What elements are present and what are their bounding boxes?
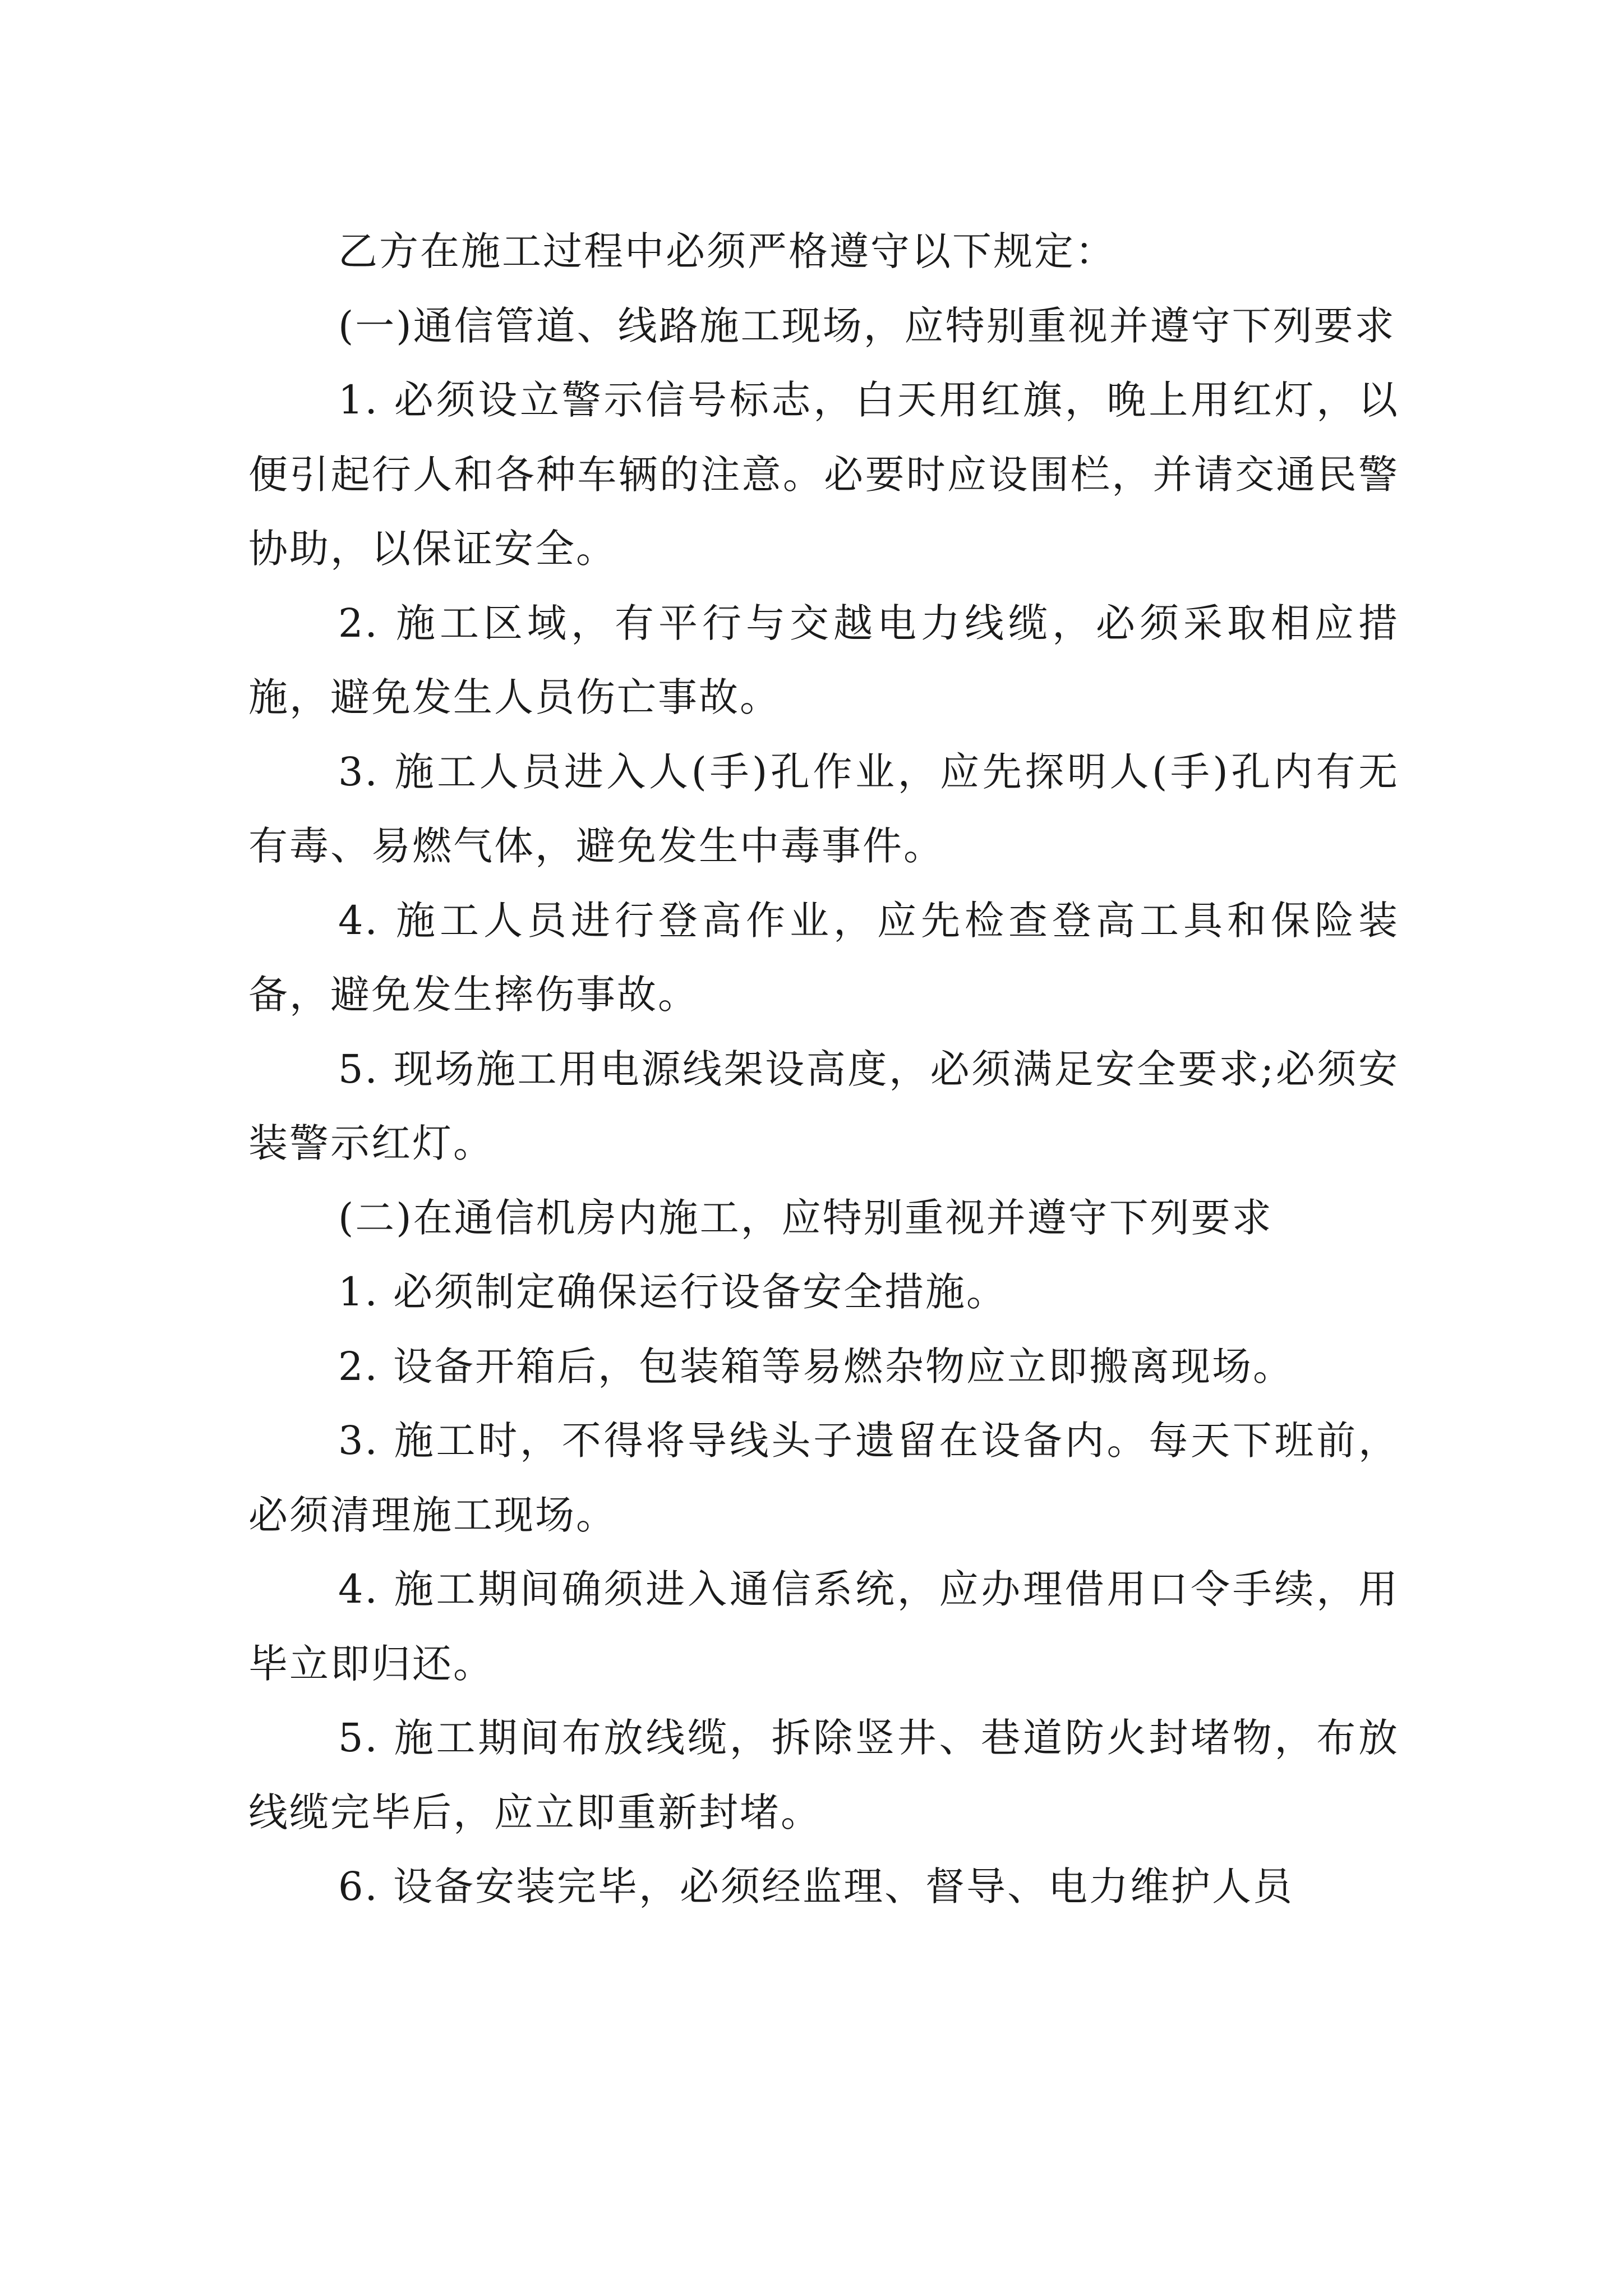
list-item: 5. 现场施工用电源线架设高度，必须满足安全要求;必须安装警示红灯。 bbox=[248, 1046, 1399, 1166]
list-item: 3. 施工时，不得将导线头子遗留在设备内。每天下班前，必须清理施工现场。 bbox=[248, 1418, 1399, 1538]
list-item: 3. 施工人员进入人(手)孔作业，应先探明人(手)孔内有无有毒、易燃气体，避免发生中毒事件。 bbox=[248, 748, 1399, 869]
list-item: 1. 必须制定确保运行设备安全措施。 bbox=[338, 1269, 1008, 1315]
section-heading-1: (一)通信管道、线路施工现场，应特别重视并遵守下列要求 bbox=[338, 302, 1396, 349]
document-body bbox=[248, 214, 1399, 1924]
section-heading-2: (二)在通信机房内施工，应特别重视并遵守下列要求 bbox=[338, 1194, 1273, 1241]
list-item: 2. 设备开箱后，包装箱等易燃杂物应立即搬离现场。 bbox=[338, 1343, 1294, 1389]
list-item: 5. 施工期间布放线缆，拆除竖井、巷道防火封堵物，布放线缆完毕后，应立即重新封堵。 bbox=[248, 1715, 1399, 1835]
list-item: 4. 施工人员进行登高作业，应先检查登高工具和保险装备，避免发生摔伤事故。 bbox=[248, 897, 1399, 1018]
list-item: 6. 设备安装完毕，必须经监理、督导、电力维护人员 bbox=[338, 1864, 1294, 1910]
list-item: 4. 施工期间确须进入通信系统，应办理借用口令手续，用毕立即归还。 bbox=[248, 1566, 1399, 1687]
intro-paragraph: 乙方在施工过程中必须严格遵守以下规定： bbox=[338, 228, 1116, 274]
list-item: 1. 必须设立警示信号标志，白天用红旗，晚上用红灯，以便引起行人和各种车辆的注意。必要时应设围栏，并请交通民警协助，以保证安全。 bbox=[248, 377, 1399, 572]
list-item: 2. 施工区域，有平行与交越电力线缆，必须采取相应措施，避免发生人员伤亡事故。 bbox=[248, 600, 1399, 720]
